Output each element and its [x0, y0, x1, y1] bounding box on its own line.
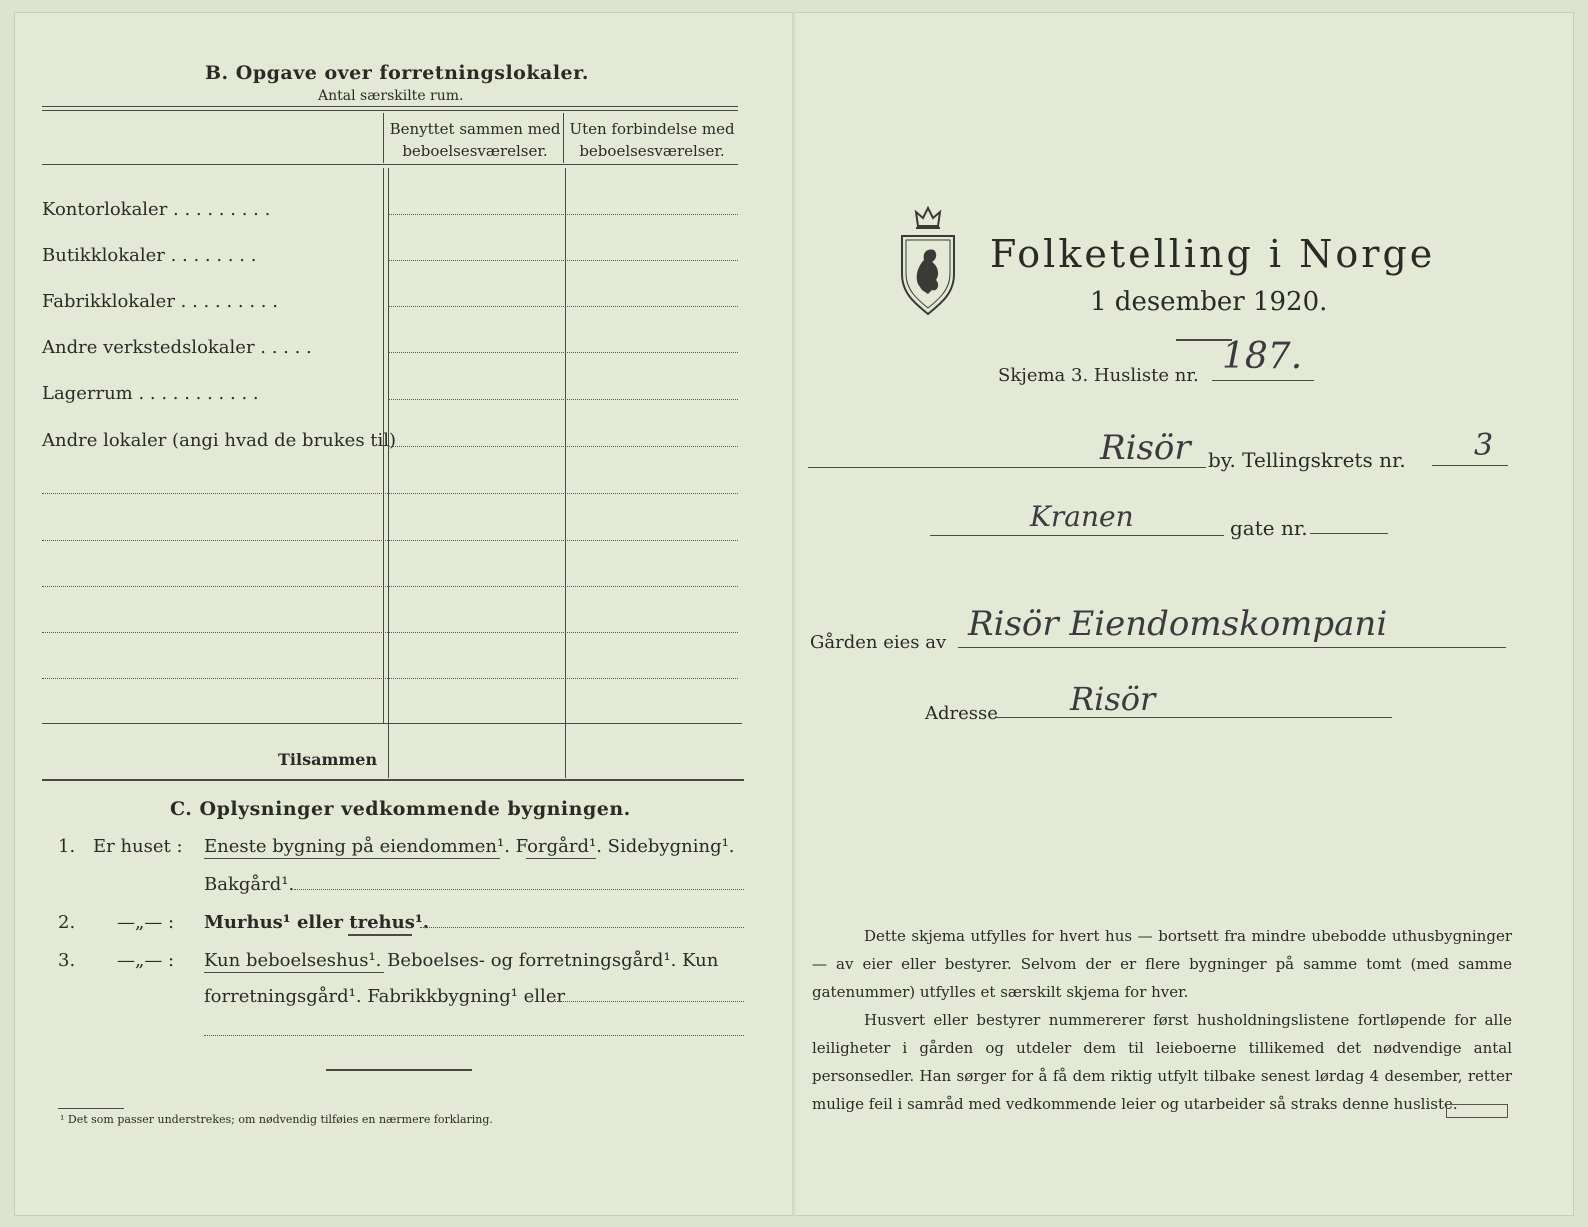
instructions-paragraph: Husvert eller bestyrer nummererer først husholdningslistene fortløpende for alle leiligheter i gården og utdeler dem til leieboerne tillikemed det nødvendige antal personsedler. Han sørger for å få dem riktig utfylt tilbake senest lørdag 4 desember, retter mulige feil i samråd med vedkommende leier og utarbeider så straks denne husliste. — [812, 1011, 1512, 1113]
adresse-handwritten: Risör — [1070, 680, 1156, 718]
fill-line — [204, 1035, 744, 1036]
question-number: 1. — [58, 836, 76, 857]
form-title: Folketelling i Norge — [990, 232, 1436, 276]
column-rule — [383, 113, 384, 163]
divider — [42, 110, 738, 111]
fill-line — [808, 467, 1206, 468]
footnote: ¹ Det som passer understrekes; om nødvendig tilføies en nærmere forklaring. — [60, 1113, 493, 1126]
question-1-options: Eneste bygning på eiendommen¹. Forgård¹. Sidebygning¹. — [204, 836, 735, 857]
divider — [326, 1069, 472, 1071]
gate-handwritten: Kranen — [1030, 500, 1134, 533]
table-row-line — [42, 586, 738, 587]
husliste-number: 187. — [1222, 336, 1303, 377]
question-ditto: —„— : — [117, 912, 175, 933]
question-1-options-cont: Bakgård¹. — [204, 874, 295, 895]
table-row-line — [388, 399, 738, 400]
eier-handwritten: Risör Eiendomskompani — [968, 604, 1388, 644]
question-3-options-cont: forretningsgård¹. Fabrikkbygning¹ eller — [204, 986, 566, 1007]
underline-mark — [348, 934, 412, 936]
column-header-separate: Uten forbindelse med beboelsesværelser. — [569, 120, 735, 160]
row-label-andre: Andre lokaler (angi hvad de brukes til) — [42, 430, 397, 451]
table-row-line — [388, 446, 738, 447]
footnote-rule — [58, 1108, 124, 1109]
question-3-options: Kun beboelseshus¹. Beboelses- og forretningsgård¹. Kun — [204, 950, 719, 971]
handwritten-stroke — [1176, 339, 1232, 341]
column-header-shared: Benyttet sammen med beboelsesværelser. — [389, 120, 561, 160]
printer-stamp — [1446, 1104, 1508, 1118]
row-label-kontor: Kontorlokaler . . . . . . . . . — [42, 199, 271, 220]
fill-line — [996, 717, 1392, 718]
page-fold — [792, 12, 795, 1216]
eier-label: Gården eies av — [810, 632, 947, 653]
question-2-options: Murhus¹ eller trehus¹. — [204, 912, 429, 933]
fill-line — [1310, 533, 1388, 534]
table-row-line — [42, 678, 738, 679]
row-label-verksted: Andre verkstedslokaler . . . . . — [42, 337, 312, 358]
adresse-label: Adresse — [925, 703, 998, 724]
divider — [42, 723, 742, 724]
row-label-lager: Lagerrum . . . . . . . . . . . — [42, 383, 259, 404]
divider — [42, 164, 738, 165]
fill-line — [1432, 465, 1508, 466]
section-b-subtitle: Antal særskilte rum. — [318, 88, 464, 104]
question-number: 3. — [58, 950, 76, 971]
divider — [42, 779, 744, 781]
total-label: Tilsammen — [278, 750, 378, 769]
table-row-line — [42, 540, 738, 541]
by-handwritten: Risör — [1100, 428, 1191, 468]
question-label: Er huset : — [93, 836, 183, 857]
tellingskrets-number: 3 — [1474, 428, 1494, 463]
row-label-butikk: Butikklokaler . . . . . . . . — [42, 245, 257, 266]
fill-line — [930, 535, 1224, 536]
norway-coat-of-arms-icon — [896, 204, 960, 316]
table-row-line — [388, 306, 738, 307]
fill-line — [548, 1001, 744, 1002]
table-row-line — [42, 493, 738, 494]
instructions-paragraph: Dette skjema utfylles for hvert hus — bortsett fra mindre ubebodde uthusbygninger — av eier eller bestyrer. Selvom der er flere bygninger på samme tomt (med samme gatenummer) utfylles et særskilt skjema for hver. — [812, 927, 1512, 1001]
question-ditto: —„— : — [117, 950, 175, 971]
form-date: 1 desember 1920. — [1090, 287, 1328, 317]
husliste-label: Skjema 3. Husliste nr. — [998, 365, 1199, 386]
fill-line — [420, 927, 744, 928]
underline-mark — [526, 858, 596, 859]
table-row-line — [388, 214, 738, 215]
fill-line — [294, 889, 744, 890]
table-row-line — [388, 352, 738, 353]
column-rule — [563, 113, 564, 163]
divider — [42, 106, 738, 107]
section-c-title: C. Oplysninger vedkommende bygningen. — [170, 798, 631, 820]
row-label-fabrikk: Fabrikklokaler . . . . . . . . . — [42, 291, 278, 312]
section-b-title: B. Opgave over forretningslokaler. — [205, 62, 590, 84]
underline-mark — [204, 858, 500, 859]
underline-mark — [204, 972, 384, 973]
table-row-line — [42, 632, 738, 633]
gate-label: gate nr. — [1230, 516, 1308, 540]
question-number: 2. — [58, 912, 76, 933]
by-label: by. Tellingskrets nr. — [1208, 448, 1406, 472]
fill-line — [1212, 380, 1314, 381]
table-row-line — [388, 260, 738, 261]
fill-line — [958, 647, 1506, 648]
